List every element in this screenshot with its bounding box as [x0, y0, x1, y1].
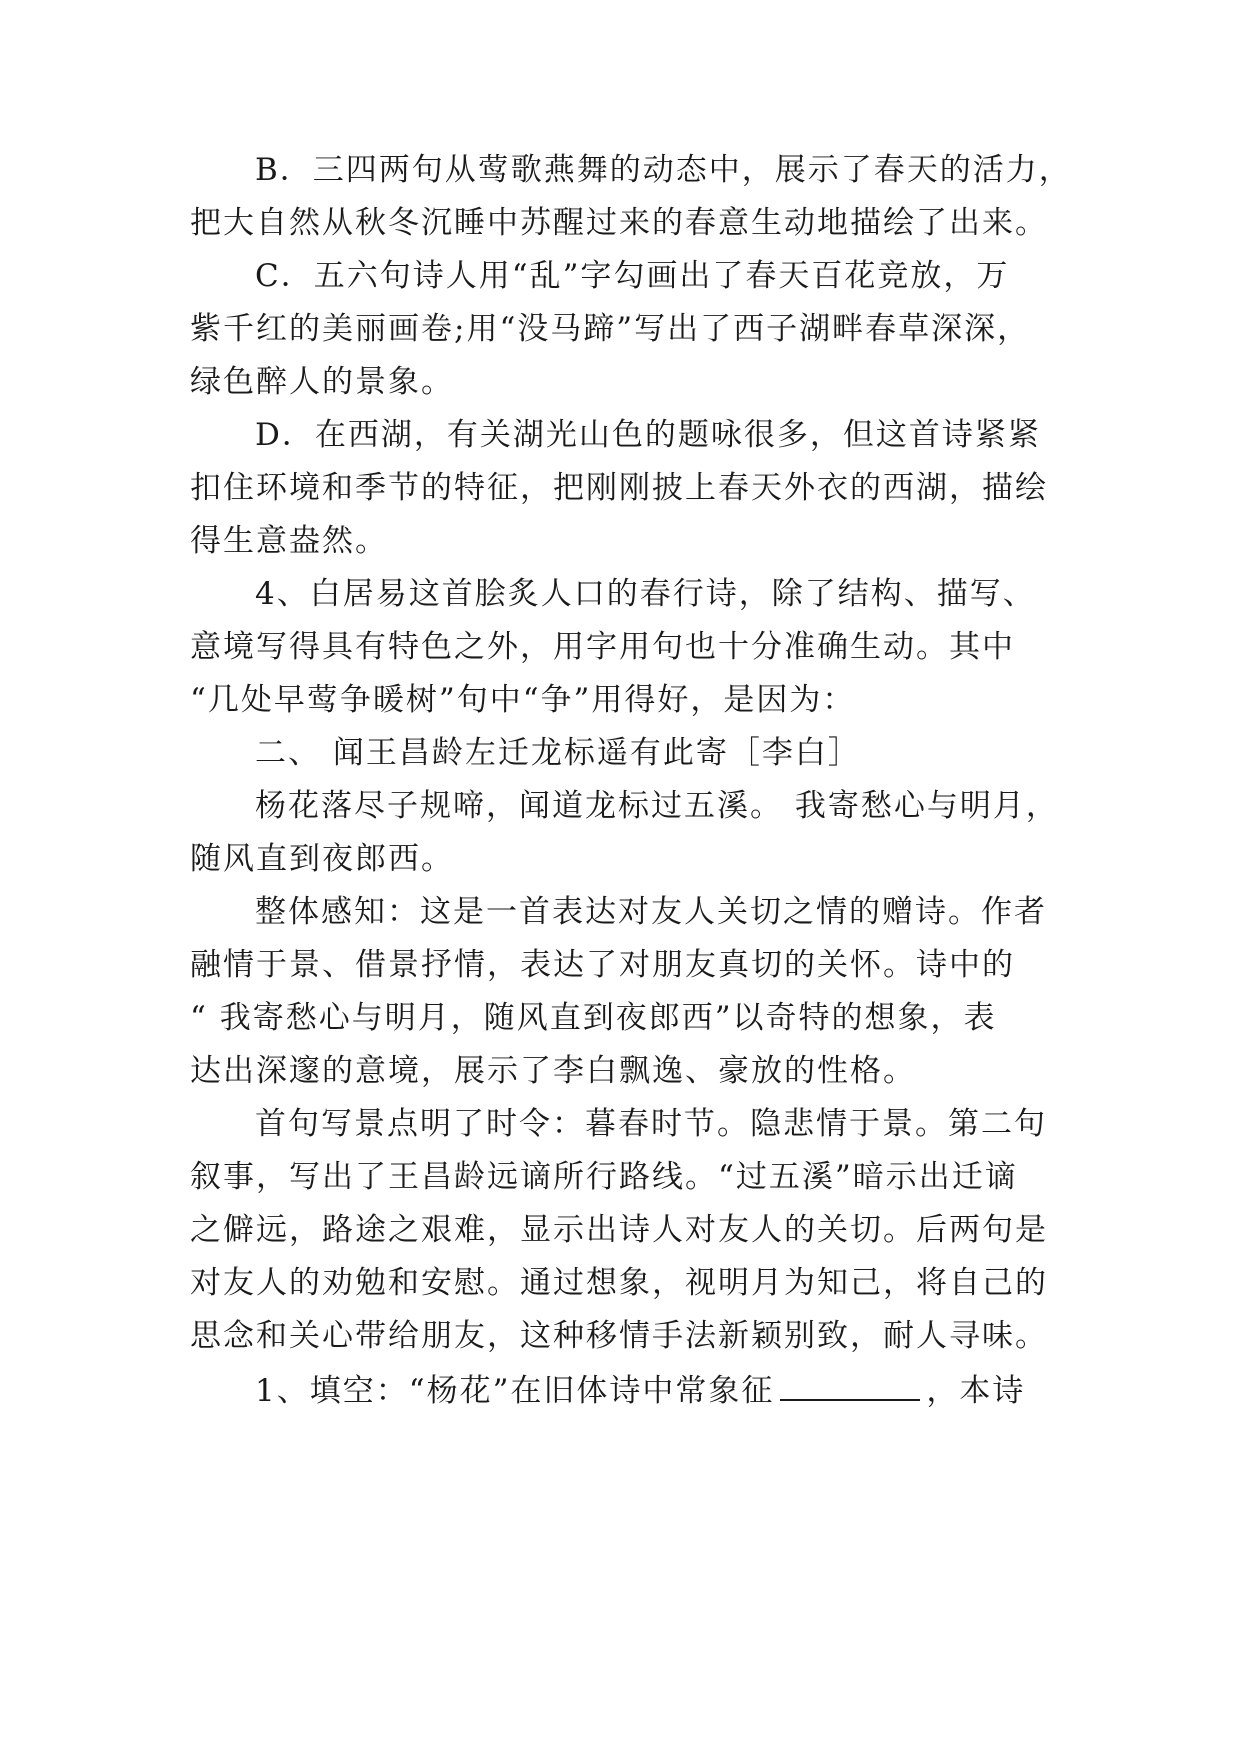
text-line: 叙事，写出了王昌龄远谪所行路线。“过五溪”暗示出迁谪: [190, 1159, 1018, 1195]
text-line: B．三四两句从莺歌燕舞的动态中，展示了春天的活力，: [255, 152, 1072, 188]
text-line: 达出深邃的意境，展示了李白飘逸、豪放的性格。: [190, 1053, 916, 1089]
text-line: 绿色醉人的景象。: [190, 364, 454, 400]
text-line: D．在西湖，有关湖光山色的题咏很多，但这首诗紧紧: [255, 417, 1041, 453]
question-text-tail: ，本诗: [926, 1373, 1026, 1409]
text-line: 得生意盎然。: [190, 523, 388, 559]
text-line: 首句写景点明了时令：暮春时节。隐悲情于景。第二句: [255, 1106, 1047, 1142]
text-line: 4、白居易这首脍炙人口的春行诗，除了结构、描写、: [255, 576, 1036, 612]
text-line: 紫千红的美丽画卷;用“没马蹄”写出了西子湖畔春草深深，: [190, 311, 1031, 347]
text-line: 整体感知：这是一首表达对友人关切之情的赠诗。作者: [255, 894, 1047, 930]
text-line: 对友人的劝勉和安慰。通过想象，视明月为知己，将自己的: [190, 1265, 1048, 1301]
text-line: 融情于景、借景抒情，表达了对朋友真切的关怀。诗中的: [190, 947, 1015, 983]
text-line: C．五六句诗人用“乱”字勾画出了春天百花竞放，万: [255, 258, 1010, 294]
text-line: 思念和关心带给朋友，这种移情手法新颖别致，耐人寻味。: [190, 1318, 1048, 1354]
text-line: 扣住环境和季节的特征，把刚刚披上春天外衣的西湖，描绘: [190, 470, 1048, 506]
text-line: 之僻远，路途之艰难，显示出诗人对友人的关切。后两句是: [190, 1212, 1048, 1248]
fill-blank-question: [255, 1369, 1025, 1411]
poem-line: 随风直到夜郎西。: [190, 841, 454, 877]
section-heading: 二、 闻王昌龄左迁龙标遥有此寄［李白］: [255, 735, 861, 771]
answer-blank: [780, 1369, 920, 1401]
text-line: 把大自然从秋冬沉睡中苏醒过来的春意生动地描绘了出来。: [190, 205, 1048, 241]
poem-line: 杨花落尽子规啼，闻道龙标过五溪。 我寄愁心与明月，: [255, 788, 1059, 824]
question-text: 1、填空：“杨花”在旧体诗中常象征: [255, 1373, 775, 1409]
text-line: 意境写得具有特色之外，用字用句也十分准确生动。其中: [190, 629, 1015, 665]
text-line: “几处早莺争暖树”句中“争”用得好，是因为：: [190, 682, 856, 718]
text-line: “ 我寄愁心与明月，随风直到夜郎西”以奇特的想象，表: [190, 1000, 997, 1036]
